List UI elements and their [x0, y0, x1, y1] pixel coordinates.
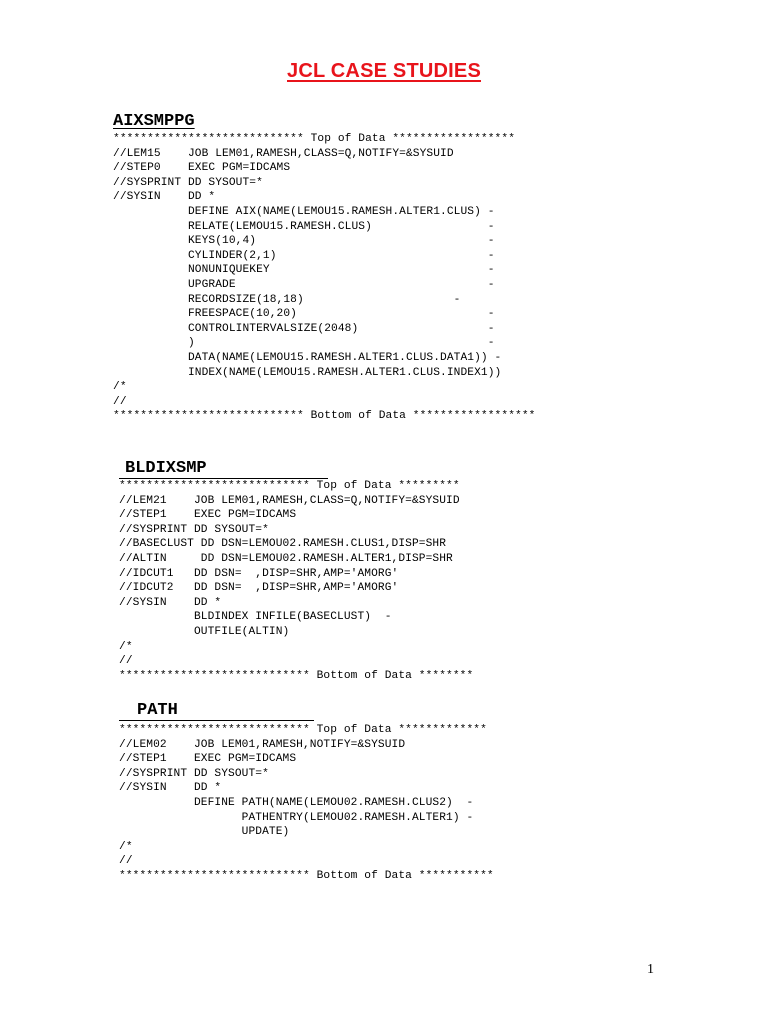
- code-line: //: [113, 395, 127, 408]
- section-bldixsmp: [119, 459, 473, 683]
- code-line: RECORDSIZE(18,18) -: [113, 293, 461, 306]
- code-line: //IDCUT1 DD DSN= ,DISP=SHR,AMP='AMORG': [119, 567, 399, 580]
- code-line: //ALTIN DD DSN=LEMOU02.RAMESH.ALTER1,DISP=SHR: [119, 552, 453, 565]
- section-title: BLDIXSMP: [119, 460, 328, 479]
- section-path: [119, 701, 494, 884]
- code-line: /*: [119, 640, 133, 653]
- code-line: //SYSIN DD *: [113, 191, 216, 204]
- code-line: //: [119, 855, 133, 868]
- code-line: //SYSPRINT DD SYSOUT=*: [119, 767, 269, 780]
- code-line: DATA(NAME(LEMOU15.RAMESH.ALTER1.CLUS.DATA1)) -: [113, 351, 502, 364]
- code-line: **************************** Bottom of Data ******************: [113, 410, 536, 423]
- code-line: BLDINDEX INFILE(BASECLUST) -: [119, 611, 392, 624]
- code-line: //SYSPRINT DD SYSOUT=*: [119, 523, 269, 536]
- code-line: KEYS(10,4) -: [113, 235, 495, 248]
- code-line: //STEP0 EXEC PGM=IDCAMS: [113, 162, 291, 175]
- section-title: PATH: [119, 702, 314, 721]
- code-line: PATHENTRY(LEMOU02.RAMESH.ALTER1) -: [119, 811, 474, 824]
- code-line: //LEM15 JOB LEM01,RAMESH,CLASS=Q,NOTIFY=&SYSUID: [113, 147, 454, 160]
- code-line: //LEM02 JOB LEM01,RAMESH,NOTIFY=&SYSUID: [119, 738, 406, 751]
- code-line: UPDATE): [119, 826, 290, 839]
- code-line: //SYSPRINT DD SYSOUT=*: [113, 176, 263, 189]
- code-line: //SYSIN DD *: [119, 782, 222, 795]
- code-line: /*: [113, 381, 127, 394]
- jcl-code-block: [119, 723, 494, 884]
- code-line: CYLINDER(2,1) -: [113, 249, 495, 262]
- jcl-code-block: [119, 479, 473, 683]
- section-aixsmppg: [113, 112, 535, 424]
- code-line: RELATE(LEMOU15.RAMESH.CLUS) -: [113, 220, 495, 233]
- code-line: **************************** Top of Data *********: [119, 480, 460, 492]
- code-line: ) -: [113, 337, 495, 350]
- code-line: //: [119, 655, 133, 668]
- code-line: FREESPACE(10,20) -: [113, 308, 495, 321]
- document-title: JCL CASE STUDIES: [287, 60, 481, 82]
- code-line: UPGRADE -: [113, 278, 495, 291]
- code-line: /*: [119, 840, 133, 853]
- code-line: //STEP1 EXEC PGM=IDCAMS: [119, 753, 297, 766]
- code-line: DEFINE PATH(NAME(LEMOU02.RAMESH.CLUS2) -: [119, 796, 474, 809]
- code-line: **************************** Top of Data *************: [119, 724, 487, 736]
- code-line: //LEM21 JOB LEM01,RAMESH,CLASS=Q,NOTIFY=&SYSUID: [119, 494, 460, 507]
- code-line: **************************** Bottom of Data ***********: [119, 869, 494, 882]
- code-line: NONUNIQUEKEY -: [113, 264, 495, 277]
- code-line: OUTFILE(ALTIN): [119, 625, 290, 638]
- jcl-code-block: [113, 132, 535, 424]
- code-line: //BASECLUST DD DSN=LEMOU02.RAMESH.CLUS1,DISP=SHR: [119, 538, 447, 551]
- code-line: CONTROLINTERVALSIZE(2048) -: [113, 322, 495, 335]
- code-line: **************************** Bottom of Data ********: [119, 669, 474, 682]
- code-line: **************************** Top of Data ******************: [113, 133, 516, 145]
- code-line: //STEP1 EXEC PGM=IDCAMS: [119, 509, 297, 522]
- code-line: INDEX(NAME(LEMOU15.RAMESH.ALTER1.CLUS.INDEX1)): [113, 366, 502, 379]
- code-line: DEFINE AIX(NAME(LEMOU15.RAMESH.ALTER1.CLUS) -: [113, 205, 495, 218]
- section-title: AIXSMPPG: [113, 112, 195, 131]
- code-line: //IDCUT2 DD DSN= ,DISP=SHR,AMP='AMORG': [119, 582, 399, 595]
- code-line: //SYSIN DD *: [119, 596, 222, 609]
- page-number: 1: [647, 962, 654, 977]
